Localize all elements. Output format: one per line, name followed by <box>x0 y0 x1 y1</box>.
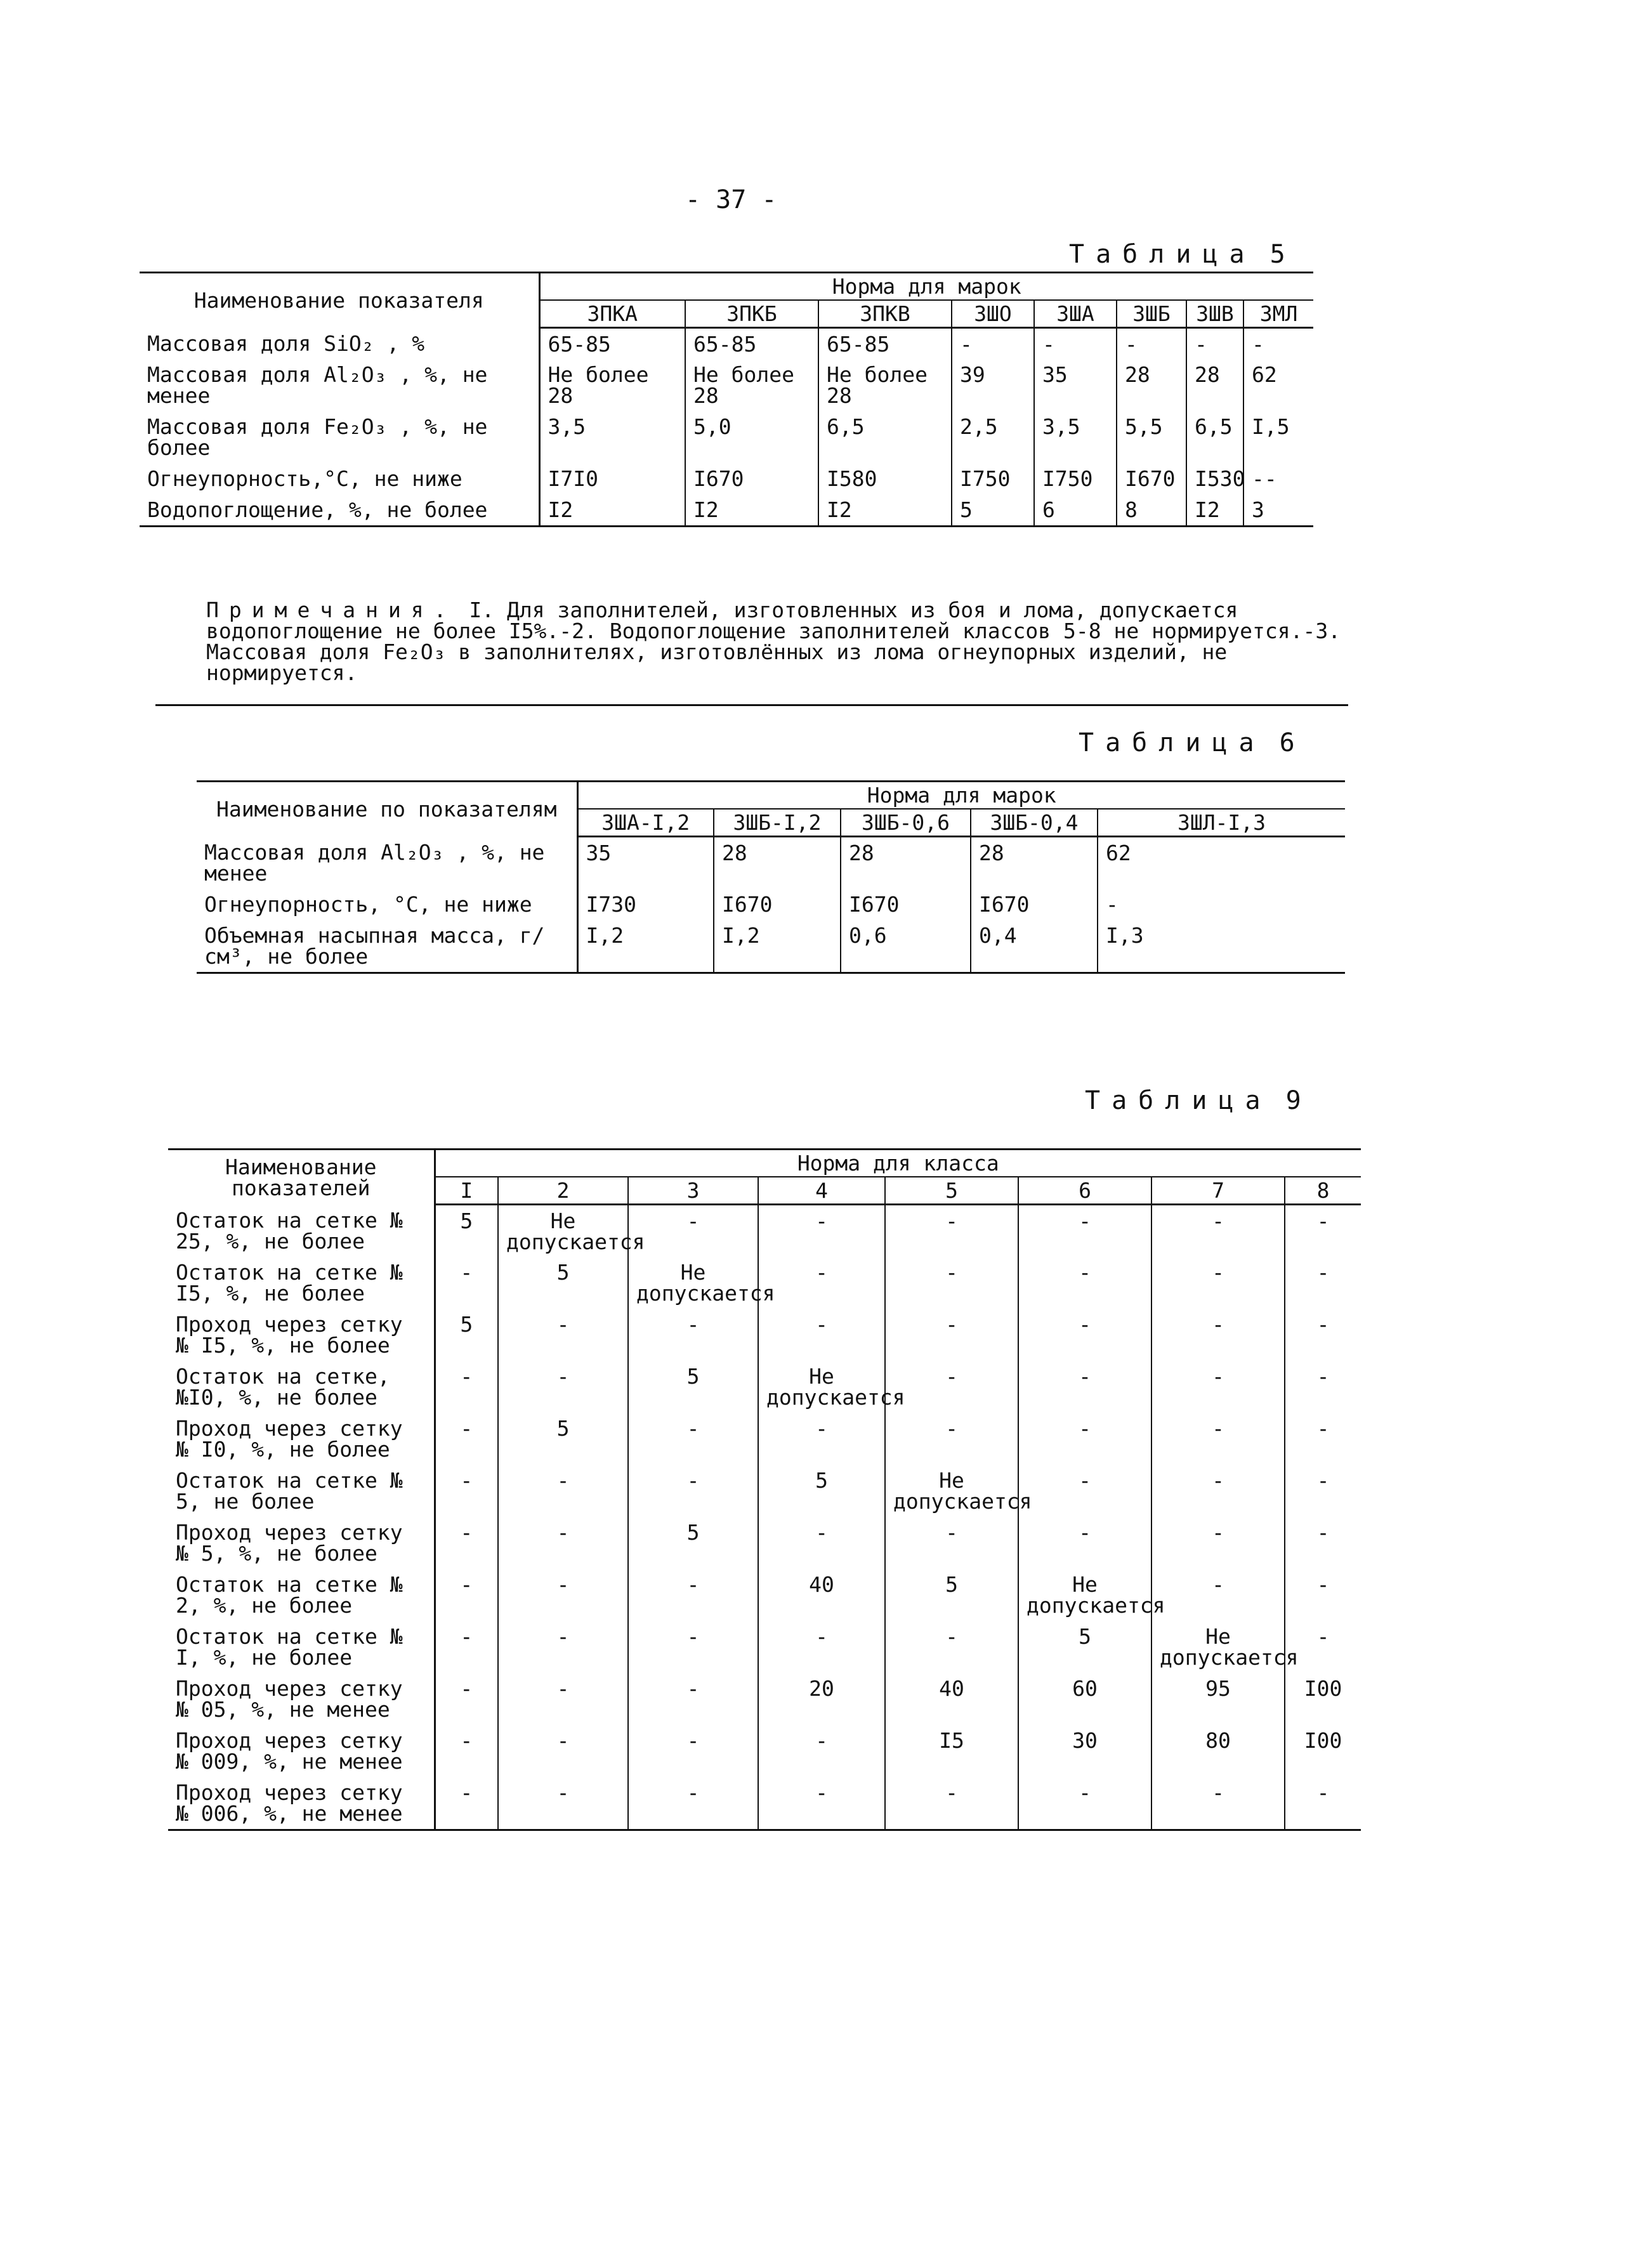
table-cell: 80 <box>1151 1725 1285 1777</box>
table-cell: 5,5 <box>1117 411 1186 463</box>
table9-col-header: 8 <box>1285 1177 1361 1205</box>
table-cell: I00 <box>1285 1673 1361 1725</box>
table-cell: - <box>498 1725 628 1777</box>
table-cell: - <box>885 1257 1018 1309</box>
table-cell: I00 <box>1285 1725 1361 1777</box>
table-cell: 39 <box>952 359 1034 411</box>
table-row <box>168 1205 1361 1257</box>
table-cell: I,5 <box>1243 411 1313 463</box>
table-cell: - <box>628 1777 758 1830</box>
table-cell: - <box>498 1309 628 1361</box>
table-cell: - <box>628 1673 758 1725</box>
table-cell: 3 <box>1243 494 1313 527</box>
table-cell: - <box>885 1361 1018 1413</box>
table-cell: -- <box>1243 463 1313 494</box>
table-cell: - <box>1151 1205 1285 1257</box>
table-cell: - <box>1018 1361 1151 1413</box>
table-cell: - <box>1285 1517 1361 1569</box>
table-cell: - <box>1285 1413 1361 1465</box>
table-row <box>168 1621 1361 1673</box>
row-label: Огнеупорность,°С, не ниже <box>140 463 539 494</box>
table-row <box>140 494 1313 527</box>
table-cell: - <box>460 1623 473 1649</box>
table-row <box>140 463 1313 494</box>
table5-col-header: ЗПКА <box>539 300 685 328</box>
table-cell: I,2 <box>714 920 841 973</box>
table9-col-header: I <box>435 1177 498 1205</box>
table5-col-header: ЗШБ <box>1117 300 1186 328</box>
table-cell: 28 <box>714 837 841 889</box>
table6-caption-label: Таблица <box>1079 728 1266 757</box>
table9-name-header: Наименование показателей <box>168 1150 435 1205</box>
table-cell: 35 <box>1034 359 1117 411</box>
table-cell: I670 <box>1117 463 1186 494</box>
row-label: Проход через сетку № I5, %, не более <box>168 1309 435 1361</box>
table-cell: - <box>1243 328 1313 359</box>
table-cell: - <box>1285 1465 1361 1517</box>
table6-col-header: ЗШБ-0,6 <box>841 809 971 837</box>
table9-caption-label: Таблица <box>1085 1086 1272 1115</box>
table-cell: - <box>885 1309 1018 1361</box>
row-label: Массовая доля Al₂O₃ , %, не менее <box>197 837 577 889</box>
table-cell: 65-85 <box>685 328 818 359</box>
table-cell: - <box>885 1621 1018 1673</box>
row-label: Массовая доля SiO₂ , % <box>140 328 539 359</box>
table9-col-header: 4 <box>758 1177 885 1205</box>
row-label: Проход через сетку № 009, %, не менее <box>168 1725 435 1777</box>
table-cell: 5 <box>460 1311 473 1337</box>
table-cell: 95 <box>1151 1673 1285 1725</box>
table-row <box>168 1517 1361 1569</box>
table-cell: - <box>1285 1777 1361 1830</box>
table5-caption-label: Таблица <box>1069 240 1256 269</box>
table-cell: - <box>498 1517 628 1569</box>
row-label: Остаток на сетке № 25, %, не более <box>168 1205 435 1257</box>
table-cell: - <box>460 1467 473 1493</box>
row-label: Массовая доля Al₂O₃ , %, не менее <box>140 359 539 411</box>
table-row <box>140 328 1313 359</box>
table-cell: 5,0 <box>685 411 818 463</box>
table6-col-header: ЗШЛ-I,3 <box>1098 809 1345 837</box>
row-label: Проход через сетку № I0, %, не более <box>168 1413 435 1465</box>
table-cell: - <box>460 1363 473 1389</box>
table5 <box>140 272 1313 527</box>
table-cell: - <box>498 1569 628 1621</box>
table-cell: I670 <box>971 889 1098 920</box>
table-row <box>168 1257 1361 1309</box>
table-cell: 3,5 <box>1034 411 1117 463</box>
row-label: Остаток на сетке, №I0, %, не более <box>168 1361 435 1413</box>
table-cell: - <box>460 1519 473 1545</box>
table6 <box>197 780 1345 974</box>
table-cell: - <box>758 1205 885 1257</box>
table-cell: - <box>758 1257 885 1309</box>
table-cell: - <box>628 1309 758 1361</box>
table5-col-header: ЗПКВ <box>818 300 952 328</box>
table-cell: 28 <box>1186 359 1243 411</box>
table-cell: - <box>1151 1569 1285 1621</box>
table-cell: - <box>952 328 1034 359</box>
table6-group-header: Норма для марок <box>577 782 1345 810</box>
table-cell: I5 <box>885 1725 1018 1777</box>
table-cell: 5 <box>460 1209 473 1233</box>
table-row <box>168 1465 1361 1517</box>
table-cell: - <box>498 1777 628 1830</box>
table-cell: - <box>498 1361 628 1413</box>
table9-col-header: 5 <box>885 1177 1018 1205</box>
notes-divider <box>155 704 1348 706</box>
table-row <box>140 359 1313 411</box>
table-cell: 28 <box>971 837 1098 889</box>
table-cell: I2 <box>548 497 574 522</box>
table-cell: 20 <box>758 1673 885 1725</box>
table-cell: 5 <box>885 1569 1018 1621</box>
table-cell: I2 <box>1186 494 1243 527</box>
table-row <box>197 837 1345 889</box>
row-label: Остаток на сетке № 5, не более <box>168 1465 435 1517</box>
table-cell: - <box>1285 1257 1361 1309</box>
table-cell: - <box>885 1205 1018 1257</box>
table6-name-header: Наименование по показателям <box>197 782 577 837</box>
table-cell: 3,5 <box>548 414 586 439</box>
table-cell: - <box>1151 1517 1285 1569</box>
row-label: Проход через сетку № 05, %, не менее <box>168 1673 435 1725</box>
table9-group-header: Норма для класса <box>435 1150 1361 1177</box>
table-cell: - <box>1285 1205 1361 1257</box>
table-cell: - <box>460 1675 473 1701</box>
table6-caption-number: 6 <box>1279 728 1306 757</box>
table-cell: Не допускается <box>1151 1621 1285 1673</box>
table-cell: - <box>628 1413 758 1465</box>
row-label: Массовая доля Fe₂O₃ , %, не более <box>140 411 539 463</box>
table-cell: 28 <box>841 837 971 889</box>
table-cell: - <box>1018 1465 1151 1517</box>
table5-caption <box>1069 240 1297 269</box>
page-number: - 37 - <box>685 185 777 214</box>
table6-caption <box>1079 728 1306 757</box>
table-cell: Не допускается <box>1018 1569 1151 1621</box>
table-cell: 65-85 <box>548 332 611 357</box>
table-cell: I750 <box>952 463 1034 494</box>
table-cell: 65-85 <box>818 328 952 359</box>
table-cell: 40 <box>885 1673 1018 1725</box>
row-label: Проход через сетку № 006, %, не менее <box>168 1777 435 1830</box>
table-cell: - <box>1018 1257 1151 1309</box>
table-row <box>140 411 1313 463</box>
table-cell: - <box>758 1517 885 1569</box>
table-cell: 5 <box>758 1465 885 1517</box>
table9-col-header: 3 <box>628 1177 758 1205</box>
table-cell: 5 <box>498 1257 628 1309</box>
table-cell: - <box>1186 328 1243 359</box>
table-cell: - <box>1034 328 1117 359</box>
table-cell: I530 <box>1186 463 1243 494</box>
table-cell: - <box>1117 328 1186 359</box>
table-cell: 5 <box>952 494 1034 527</box>
table5-notes <box>206 600 1348 683</box>
table-cell: - <box>1018 1309 1151 1361</box>
table-cell: - <box>1151 1465 1285 1517</box>
table-cell: Не допускается <box>628 1257 758 1309</box>
table-cell: - <box>1285 1309 1361 1361</box>
row-label: Объемная насыпная масса, г/см³, не более <box>197 920 577 973</box>
notes-text: I. Для заполнителей, изготовленных из боя и лома, допускается водопоглощение не более I5%.-2. Водопоглощение заполнителей классов 5-8 не нормируется.-3. Массовая доля Fe₂O₃ в заполнителях, изготовлённых из лома огнеупорных изделий, не нормируется. <box>206 598 1341 685</box>
table-cell: I730 <box>586 891 636 917</box>
table-cell: 6,5 <box>818 411 952 463</box>
table5-col-header: ЗШВ <box>1186 300 1243 328</box>
table-cell: - <box>758 1777 885 1830</box>
table-cell: - <box>460 1727 473 1753</box>
row-label: Проход через сетку № 5, %, не более <box>168 1517 435 1569</box>
table-cell: - <box>1018 1413 1151 1465</box>
table-cell: - <box>1018 1517 1151 1569</box>
table-row <box>197 920 1345 973</box>
table5-group-header: Норма для марок <box>539 273 1313 301</box>
table-cell: 35 <box>586 841 612 865</box>
table-cell: 2,5 <box>952 411 1034 463</box>
table6-col-header: ЗШБ-0,4 <box>971 809 1098 837</box>
table5-col-header: ЗШО <box>952 300 1034 328</box>
table-cell: - <box>460 1259 473 1285</box>
table-cell: 62 <box>1098 837 1345 889</box>
row-label: Остаток на сетке № 2, %, не более <box>168 1569 435 1621</box>
table-cell: - <box>885 1517 1018 1569</box>
table-cell: I670 <box>841 889 971 920</box>
table-cell: 0,4 <box>971 920 1098 973</box>
table-cell: - <box>1151 1413 1285 1465</box>
table-cell: I670 <box>685 463 818 494</box>
notes-lead: Примечания. <box>206 598 457 622</box>
table-cell: Не более 28 <box>548 362 649 408</box>
table-cell: - <box>498 1465 628 1517</box>
table5-col-header: ЗМЛ <box>1243 300 1313 328</box>
table-cell: - <box>1018 1777 1151 1830</box>
table9-caption-number: 9 <box>1285 1086 1313 1115</box>
table-cell: - <box>628 1205 758 1257</box>
table-cell: - <box>1285 1361 1361 1413</box>
table-cell: - <box>1285 1621 1361 1673</box>
table5-caption-number: 5 <box>1269 240 1297 269</box>
table-cell: I750 <box>1034 463 1117 494</box>
table-row <box>168 1777 1361 1830</box>
table-cell: - <box>758 1725 885 1777</box>
table-cell: Не допускается <box>885 1465 1018 1517</box>
table-cell: - <box>1285 1569 1361 1621</box>
table9-col-header: 2 <box>498 1177 628 1205</box>
table-cell: - <box>1151 1361 1285 1413</box>
table-row <box>168 1309 1361 1361</box>
table-cell: - <box>1151 1309 1285 1361</box>
row-label: Остаток на сетке № I, %, не более <box>168 1621 435 1673</box>
table-cell: 5 <box>498 1413 628 1465</box>
table-row <box>168 1361 1361 1413</box>
table-cell: Не допускается <box>498 1205 628 1257</box>
table-cell: - <box>758 1621 885 1673</box>
table-cell: - <box>758 1413 885 1465</box>
table-cell: - <box>758 1309 885 1361</box>
table-cell: 5 <box>628 1361 758 1413</box>
table-row <box>168 1569 1361 1621</box>
row-label: Водопоглощение, %, не более <box>140 494 539 527</box>
table-cell: 6 <box>1034 494 1117 527</box>
table5-col-header: ЗПКБ <box>685 300 818 328</box>
table-cell: - <box>1151 1257 1285 1309</box>
table-cell: I,3 <box>1098 920 1345 973</box>
table-row <box>197 889 1345 920</box>
table-cell: 0,6 <box>841 920 971 973</box>
table-cell: 40 <box>758 1569 885 1621</box>
table-cell: I,2 <box>586 922 624 948</box>
table-cell: - <box>498 1621 628 1673</box>
table-cell: I7I0 <box>548 466 598 491</box>
table-cell: - <box>1098 889 1345 920</box>
table9-col-header: 7 <box>1151 1177 1285 1205</box>
table-cell: - <box>1151 1777 1285 1830</box>
table-cell: I580 <box>818 463 952 494</box>
table-cell: - <box>885 1777 1018 1830</box>
table-cell: 6,5 <box>1186 411 1243 463</box>
table-cell: - <box>498 1673 628 1725</box>
table-cell: 8 <box>1117 494 1186 527</box>
table-cell: 62 <box>1243 359 1313 411</box>
table-cell: - <box>1018 1205 1151 1257</box>
table-cell: I2 <box>818 494 952 527</box>
table-cell: Не допускается <box>758 1361 885 1413</box>
table-cell: - <box>628 1725 758 1777</box>
table6-col-header: ЗШБ-I,2 <box>714 809 841 837</box>
table9-col-header: 6 <box>1018 1177 1151 1205</box>
table6-col-header: ЗША-I,2 <box>577 809 714 837</box>
table-cell: - <box>628 1621 758 1673</box>
table-cell: - <box>460 1571 473 1597</box>
table-cell: 5 <box>628 1517 758 1569</box>
table9 <box>168 1148 1361 1831</box>
table-cell: - <box>628 1465 758 1517</box>
table9-caption <box>1085 1086 1313 1115</box>
table5-name-header: Наименование показателя <box>140 273 539 328</box>
table-row <box>168 1413 1361 1465</box>
table-cell: I670 <box>714 889 841 920</box>
table5-col-header: ЗША <box>1034 300 1117 328</box>
table-cell: - <box>628 1569 758 1621</box>
table-cell: Не более 28 <box>818 359 952 411</box>
table-cell: Не более 28 <box>685 359 818 411</box>
table-row <box>168 1725 1361 1777</box>
table-cell: 5 <box>1018 1621 1151 1673</box>
table-cell: 60 <box>1018 1673 1151 1725</box>
row-label: Огнеупорность, °С, не ниже <box>197 889 577 920</box>
table-cell: 28 <box>1117 359 1186 411</box>
table-cell: - <box>460 1415 473 1441</box>
table-cell: - <box>460 1780 473 1805</box>
table-cell: - <box>885 1413 1018 1465</box>
row-label: Остаток на сетке № I5, %, не более <box>168 1257 435 1309</box>
table-cell: I2 <box>685 494 818 527</box>
table-row <box>168 1673 1361 1725</box>
table-cell: 30 <box>1018 1725 1151 1777</box>
